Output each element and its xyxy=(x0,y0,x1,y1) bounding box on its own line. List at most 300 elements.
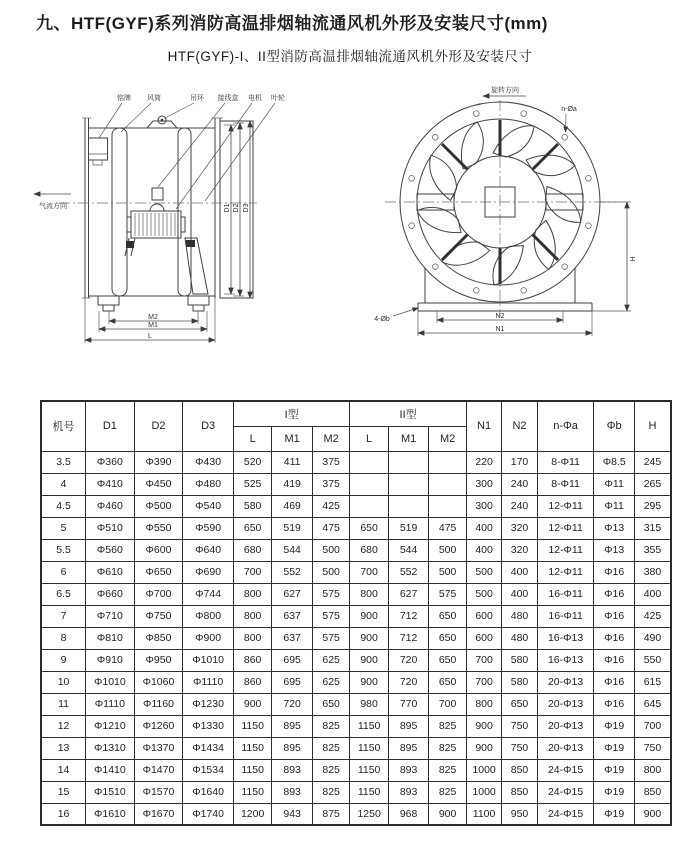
table-cell: 900 xyxy=(350,605,388,627)
table-cell: 800 xyxy=(466,693,501,715)
table-cell: Φ1160 xyxy=(134,693,183,715)
table-cell: 12-Φ11 xyxy=(537,561,594,583)
table-cell: 1200 xyxy=(233,803,271,825)
table-cell: 265 xyxy=(634,473,671,495)
table-cell: 12-Φ11 xyxy=(537,517,594,539)
table-cell: 4 xyxy=(41,473,86,495)
col-header-type2-l: L xyxy=(350,426,388,451)
table-cell: Φ1534 xyxy=(183,759,234,781)
table-cell: Φ13 xyxy=(594,539,635,561)
col-header-d1: D1 xyxy=(86,401,135,451)
table-cell: 20-Φ13 xyxy=(537,715,594,737)
table-header xyxy=(41,401,671,451)
table-cell: 480 xyxy=(502,627,537,649)
table-cell: 980 xyxy=(350,693,388,715)
table-cell: 700 xyxy=(233,561,271,583)
col-header-model: 机号 xyxy=(41,401,86,451)
table-cell xyxy=(429,451,467,473)
table-cell: Φ1670 xyxy=(134,803,183,825)
table-cell: 900 xyxy=(466,715,501,737)
dimension-table-body xyxy=(41,451,671,825)
table-cell: 968 xyxy=(388,803,429,825)
table-cell: 720 xyxy=(272,693,313,715)
table-cell xyxy=(350,473,388,495)
table-cell: 825 xyxy=(429,781,467,803)
col-header-type2: II型 xyxy=(350,401,466,426)
table-cell: 16-Φ13 xyxy=(537,649,594,671)
page-title: 九、HTF(GYF)系列消防高温排烟轴流通风机外形及安装尺寸(mm) xyxy=(36,14,548,33)
table-cell: 500 xyxy=(312,539,349,561)
table-cell: Φ1010 xyxy=(86,671,135,693)
table-cell: 8-Φ11 xyxy=(537,473,594,495)
table-cell: Φ540 xyxy=(183,495,234,517)
table-cell: Φ19 xyxy=(594,715,635,737)
table-cell: Φ610 xyxy=(86,561,135,583)
table-cell: 625 xyxy=(312,671,349,693)
table-cell: 240 xyxy=(502,473,537,495)
table-cell: Φ650 xyxy=(134,561,183,583)
dim-h: H xyxy=(630,256,637,262)
table-cell: 720 xyxy=(388,671,429,693)
col-header-na: n-Φa xyxy=(537,401,594,451)
table-cell: 475 xyxy=(312,517,349,539)
table-cell: 650 xyxy=(350,517,388,539)
table-cell xyxy=(388,473,429,495)
table-cell: Φ1310 xyxy=(86,737,135,759)
table-cell: 575 xyxy=(312,627,349,649)
table-row xyxy=(41,605,671,627)
table-cell: 500 xyxy=(312,561,349,583)
table-cell: Φ1570 xyxy=(134,781,183,803)
table-cell: 750 xyxy=(634,737,671,759)
table-cell: 24-Φ15 xyxy=(537,781,594,803)
table-cell: Φ16 xyxy=(594,627,635,649)
table-cell: Φ16 xyxy=(594,649,635,671)
table-cell xyxy=(388,451,429,473)
table-cell: 575 xyxy=(312,605,349,627)
col-header-n1: N1 xyxy=(466,401,501,451)
table-cell: 800 xyxy=(233,583,271,605)
label-impeller: 叶轮 xyxy=(271,95,285,102)
table-cell: 615 xyxy=(634,671,671,693)
table-cell: 520 xyxy=(233,451,271,473)
table-cell: Φ1370 xyxy=(134,737,183,759)
table-cell: 1000 xyxy=(466,781,501,803)
table-cell: 700 xyxy=(634,715,671,737)
table-cell: 425 xyxy=(312,495,349,517)
table-cell: Φ1640 xyxy=(183,781,234,803)
table-cell: 552 xyxy=(388,561,429,583)
table-cell: 24-Φ15 xyxy=(537,759,594,781)
table-row xyxy=(41,671,671,693)
table-cell: 16-Φ11 xyxy=(537,605,594,627)
table-row xyxy=(41,759,671,781)
label-nameplate: 铭牌 xyxy=(117,95,131,102)
table-cell: 750 xyxy=(502,715,537,737)
table-cell: 895 xyxy=(388,737,429,759)
table-cell: 3.5 xyxy=(41,451,86,473)
table-cell: 552 xyxy=(272,561,313,583)
table-cell: 475 xyxy=(429,517,467,539)
table-cell: 15 xyxy=(41,781,86,803)
table-cell: 9 xyxy=(41,649,86,671)
table-cell: 700 xyxy=(466,649,501,671)
table-cell: 950 xyxy=(502,803,537,825)
airflow-label: 气流方向 xyxy=(39,203,67,210)
table-cell: 650 xyxy=(312,693,349,715)
table-cell: 480 xyxy=(502,605,537,627)
table-cell: 895 xyxy=(388,715,429,737)
table-cell: 860 xyxy=(233,671,271,693)
table-cell: Φ1210 xyxy=(86,715,135,737)
table-cell: 680 xyxy=(233,539,271,561)
col-header-h: H xyxy=(634,401,671,451)
table-cell: 240 xyxy=(502,495,537,517)
table-cell: Φ19 xyxy=(594,759,635,781)
table-cell: 295 xyxy=(634,495,671,517)
table-cell: 544 xyxy=(388,539,429,561)
table-cell: 24-Φ15 xyxy=(537,803,594,825)
table-cell: 320 xyxy=(502,539,537,561)
bolt-hole-callout xyxy=(561,106,577,132)
dim-m2: M2 xyxy=(148,314,158,321)
table-cell: Φ390 xyxy=(134,451,183,473)
table-cell: 895 xyxy=(272,715,313,737)
table-cell: Φ700 xyxy=(134,583,183,605)
table-cell: Φ16 xyxy=(594,583,635,605)
label-junction-box: 接线盒 xyxy=(217,95,239,102)
col-header-type1-m1: M1 xyxy=(272,426,313,451)
table-cell: 750 xyxy=(502,737,537,759)
table-cell xyxy=(388,495,429,517)
table-cell: Φ480 xyxy=(183,473,234,495)
table-cell: Φ8.5 xyxy=(594,451,635,473)
col-header-type1: I型 xyxy=(233,401,349,426)
table-cell: 16-Φ13 xyxy=(537,627,594,649)
table-row xyxy=(41,627,671,649)
table-cell: 600 xyxy=(466,627,501,649)
base-holes-label: 4-Øb xyxy=(374,316,390,323)
table-cell: 645 xyxy=(634,693,671,715)
table-cell: 695 xyxy=(272,649,313,671)
table-cell: Φ1510 xyxy=(86,781,135,803)
table-cell: 519 xyxy=(272,517,313,539)
table-cell: 650 xyxy=(502,693,537,715)
table-cell: 893 xyxy=(388,759,429,781)
table-cell: 20-Φ13 xyxy=(537,693,594,715)
table-cell: 695 xyxy=(272,671,313,693)
table-cell: 6.5 xyxy=(41,583,86,605)
table-cell: Φ410 xyxy=(86,473,135,495)
table-cell: Φ1434 xyxy=(183,737,234,759)
table-cell: 825 xyxy=(312,781,349,803)
col-header-d2: D2 xyxy=(134,401,183,451)
label-duct: 风筒 xyxy=(147,95,161,102)
table-cell: 900 xyxy=(350,649,388,671)
table-cell: 825 xyxy=(429,759,467,781)
table-cell: 500 xyxy=(466,561,501,583)
table-cell: 400 xyxy=(634,583,671,605)
table-cell: Φ1740 xyxy=(183,803,234,825)
table-cell: 1000 xyxy=(466,759,501,781)
table-cell: 245 xyxy=(634,451,671,473)
table-cell: 500 xyxy=(429,539,467,561)
table-cell: Φ13 xyxy=(594,517,635,539)
table-cell: 13 xyxy=(41,737,86,759)
table-cell: 544 xyxy=(272,539,313,561)
airflow-direction xyxy=(34,194,71,210)
table-cell: 700 xyxy=(350,561,388,583)
table-cell: 12 xyxy=(41,715,86,737)
table-cell: Φ16 xyxy=(594,605,635,627)
table-cell: Φ710 xyxy=(86,605,135,627)
table-cell: Φ1330 xyxy=(183,715,234,737)
table-cell: 490 xyxy=(634,627,671,649)
table-row xyxy=(41,517,671,539)
diameter-dimensions xyxy=(224,121,250,298)
col-header-n2: N2 xyxy=(502,401,537,451)
table-cell: Φ1110 xyxy=(183,671,234,693)
table-cell: 850 xyxy=(502,781,537,803)
table-cell: Φ600 xyxy=(134,539,183,561)
table-cell: 770 xyxy=(388,693,429,715)
table-row xyxy=(41,737,671,759)
table-cell: 1150 xyxy=(233,737,271,759)
table-cell: 1150 xyxy=(350,737,388,759)
table-cell: Φ560 xyxy=(86,539,135,561)
table-cell: 220 xyxy=(466,451,501,473)
table-cell: 637 xyxy=(272,627,313,649)
table-cell: 1150 xyxy=(233,759,271,781)
table-cell: Φ590 xyxy=(183,517,234,539)
table-cell: 14 xyxy=(41,759,86,781)
junction-box xyxy=(152,188,163,200)
table-cell xyxy=(429,495,467,517)
label-lifting-ring: 吊环 xyxy=(190,95,204,102)
bolt-holes-label: n-Øa xyxy=(561,106,577,113)
mounting-feet xyxy=(98,296,209,311)
table-cell: 893 xyxy=(388,781,429,803)
table-cell: 580 xyxy=(502,671,537,693)
table-cell: 575 xyxy=(429,583,467,605)
dim-n1: N1 xyxy=(495,326,505,333)
table-cell: Φ510 xyxy=(86,517,135,539)
dim-d1: D1 xyxy=(224,203,231,213)
page-subtitle: HTF(GYF)-I、II型消防高温排烟轴流通风机外形及安装尺寸 xyxy=(167,49,533,64)
table-cell: Φ19 xyxy=(594,781,635,803)
table-cell: 1150 xyxy=(233,715,271,737)
table-cell: 12-Φ11 xyxy=(537,495,594,517)
table-cell: 12-Φ11 xyxy=(537,539,594,561)
table-cell: 893 xyxy=(272,781,313,803)
table-cell: 900 xyxy=(429,803,467,825)
table-cell: 500 xyxy=(466,583,501,605)
table-cell: 825 xyxy=(312,715,349,737)
table-row xyxy=(41,583,671,605)
table-cell: Φ500 xyxy=(134,495,183,517)
table-cell: 1150 xyxy=(233,781,271,803)
nameplate xyxy=(89,138,108,165)
table-cell: 1150 xyxy=(350,759,388,781)
table-cell: 400 xyxy=(466,517,501,539)
table-cell: 1100 xyxy=(466,803,501,825)
side-view-drawing xyxy=(25,80,290,350)
table-cell: 16-Φ11 xyxy=(537,583,594,605)
table-cell: 860 xyxy=(233,649,271,671)
table-cell: 170 xyxy=(502,451,537,473)
table-cell: 650 xyxy=(429,649,467,671)
base-hole-callout xyxy=(374,308,418,323)
table-row xyxy=(41,649,671,671)
table-cell: 627 xyxy=(388,583,429,605)
table-cell: 519 xyxy=(388,517,429,539)
table-cell: Φ1110 xyxy=(86,693,135,715)
table-cell: 400 xyxy=(502,583,537,605)
table-cell: 650 xyxy=(429,605,467,627)
table-cell: 20-Φ13 xyxy=(537,737,594,759)
table-cell: 893 xyxy=(272,759,313,781)
table-cell: 16 xyxy=(41,803,86,825)
table-cell: Φ690 xyxy=(183,561,234,583)
table-cell: 419 xyxy=(272,473,313,495)
table-row xyxy=(41,693,671,715)
table-cell: 6 xyxy=(41,561,86,583)
table-cell: 900 xyxy=(350,671,388,693)
table-cell: 650 xyxy=(429,627,467,649)
table-cell: 875 xyxy=(312,803,349,825)
dim-n2: N2 xyxy=(495,313,505,320)
table-cell: Φ19 xyxy=(594,803,635,825)
table-cell: 1250 xyxy=(350,803,388,825)
table-row xyxy=(41,781,671,803)
table-cell: Φ660 xyxy=(86,583,135,605)
dim-d2: D2 xyxy=(233,203,240,213)
label-motor: 电机 xyxy=(248,95,262,102)
table-row xyxy=(41,539,671,561)
rotation-direction xyxy=(483,85,526,96)
table-cell: 580 xyxy=(233,495,271,517)
dimension-table xyxy=(40,400,672,826)
table-cell: 20-Φ13 xyxy=(537,671,594,693)
table-cell: 625 xyxy=(312,649,349,671)
table-cell: 550 xyxy=(634,649,671,671)
col-header-phib: Φb xyxy=(594,401,635,451)
table-cell: Φ1010 xyxy=(183,649,234,671)
table-cell: Φ640 xyxy=(183,539,234,561)
table-cell: 11 xyxy=(41,693,86,715)
leader-lines xyxy=(99,103,275,209)
table-row xyxy=(41,451,671,473)
table-cell: 300 xyxy=(466,495,501,517)
table-cell: 650 xyxy=(233,517,271,539)
pedestal-base xyxy=(418,268,592,311)
table-cell: 627 xyxy=(272,583,313,605)
table-cell: 680 xyxy=(350,539,388,561)
table-cell: 650 xyxy=(429,671,467,693)
table-cell: Φ1230 xyxy=(183,693,234,715)
table-cell: 1150 xyxy=(350,715,388,737)
table-cell: Φ16 xyxy=(594,693,635,715)
table-cell: 800 xyxy=(350,583,388,605)
table-cell: 825 xyxy=(429,715,467,737)
table-cell: 525 xyxy=(233,473,271,495)
table-cell: Φ430 xyxy=(183,451,234,473)
table-cell: 5 xyxy=(41,517,86,539)
table-cell: 425 xyxy=(634,605,671,627)
table-cell: Φ550 xyxy=(134,517,183,539)
table-cell: 825 xyxy=(312,737,349,759)
table-cell: 300 xyxy=(466,473,501,495)
table-cell: 10 xyxy=(41,671,86,693)
table-cell: 8-Φ11 xyxy=(537,451,594,473)
table-cell: 400 xyxy=(466,539,501,561)
table-cell: 800 xyxy=(233,627,271,649)
table-cell: Φ810 xyxy=(86,627,135,649)
col-header-type1-l: L xyxy=(233,426,271,451)
table-cell: Φ750 xyxy=(134,605,183,627)
table-cell: 800 xyxy=(634,759,671,781)
table-cell: Φ850 xyxy=(134,627,183,649)
table-row xyxy=(41,495,671,517)
table-cell: Φ950 xyxy=(134,649,183,671)
table-cell: Φ1260 xyxy=(134,715,183,737)
table-cell xyxy=(350,451,388,473)
table-cell: 375 xyxy=(312,451,349,473)
table-cell: 700 xyxy=(429,693,467,715)
col-header-type2-m2: M2 xyxy=(429,426,467,451)
table-cell: Φ19 xyxy=(594,737,635,759)
lifting-ring xyxy=(147,116,177,128)
table-cell: Φ800 xyxy=(183,605,234,627)
table-cell: 900 xyxy=(350,627,388,649)
table-cell: 825 xyxy=(429,737,467,759)
table-cell: 895 xyxy=(272,737,313,759)
table-cell: 700 xyxy=(466,671,501,693)
table-cell: Φ360 xyxy=(86,451,135,473)
table-cell: 1150 xyxy=(350,781,388,803)
table-cell: Φ450 xyxy=(134,473,183,495)
table-cell: 8 xyxy=(41,627,86,649)
table-cell: Φ11 xyxy=(594,473,635,495)
table-cell: 580 xyxy=(502,649,537,671)
table-cell: 943 xyxy=(272,803,313,825)
table-cell: 375 xyxy=(312,473,349,495)
table-cell: 500 xyxy=(429,561,467,583)
table-cell: 380 xyxy=(634,561,671,583)
table-cell: Φ16 xyxy=(594,561,635,583)
table-cell: 800 xyxy=(233,605,271,627)
base-dimensions xyxy=(418,311,592,336)
table-cell: 900 xyxy=(634,803,671,825)
table-cell: 575 xyxy=(312,583,349,605)
table-cell: 712 xyxy=(388,627,429,649)
table-cell xyxy=(350,495,388,517)
motor-supports xyxy=(125,238,208,294)
table-cell: 850 xyxy=(502,759,537,781)
col-header-d3: D3 xyxy=(183,401,234,451)
table-cell: Φ1410 xyxy=(86,759,135,781)
table-row xyxy=(41,715,671,737)
rotation-label: 旋转方向 xyxy=(491,87,519,94)
table-cell: 411 xyxy=(272,451,313,473)
table-cell: 315 xyxy=(634,517,671,539)
table-cell: Φ744 xyxy=(183,583,234,605)
col-header-type2-m1: M1 xyxy=(388,426,429,451)
table-row xyxy=(41,803,671,825)
table-cell: 712 xyxy=(388,605,429,627)
table-cell: 5.5 xyxy=(41,539,86,561)
table-cell: 900 xyxy=(233,693,271,715)
